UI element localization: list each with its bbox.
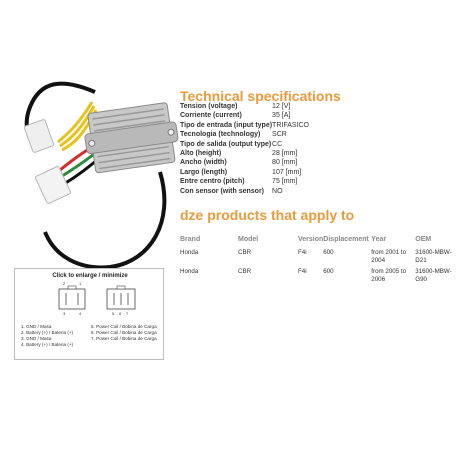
spec-value: SCR	[272, 131, 287, 139]
cell-version: F4i	[298, 268, 307, 275]
pin-label-a-top-left: 2	[63, 281, 66, 286]
cell-version: F4i	[298, 249, 307, 256]
cell-brand: Honda	[180, 268, 199, 275]
pin-label-b-mid: 6	[119, 311, 122, 316]
header-version: Version	[298, 236, 324, 243]
cell-model: CBR	[238, 249, 252, 256]
pin-label-a-bottom-left: 3	[63, 311, 66, 316]
cell-year: from 2005 to 2006	[371, 268, 407, 283]
connector-diagram[interactable]	[14, 268, 164, 360]
spec-value: 75 [mm]	[272, 178, 298, 186]
pin-label-a-bottom-right: 4	[79, 311, 82, 316]
spec-value: 80 [mm]	[272, 159, 298, 167]
applications-title: dze products that apply to	[180, 207, 355, 223]
table-row	[180, 266, 455, 285]
spec-label: Alto (height)	[180, 150, 222, 158]
cell-year: from 2001 to 2004	[371, 249, 407, 264]
spec-value: 12 [V]	[272, 103, 291, 110]
spec-value: 28 [mm]	[272, 150, 298, 158]
spec-row	[180, 102, 309, 111]
spec-row	[180, 140, 309, 149]
spec-label: Tecnologia (technology)	[180, 131, 261, 139]
spec-label: Con sensor (with sensor)	[180, 187, 265, 195]
spec-label: Corriente (current)	[180, 112, 242, 120]
cell-displacement: 600	[323, 268, 334, 275]
pin-label-a-top-right: 1	[79, 281, 82, 286]
enlarge-toggle-link[interactable]: Click to enlarge / minimize	[52, 273, 128, 279]
header-displacement: Displacement	[323, 236, 369, 243]
spec-value: 35 [A]	[272, 112, 291, 120]
pin-legend-item: 2. Battery (+) / Bateria (+)	[21, 330, 74, 335]
header-year: Year	[371, 236, 387, 243]
pin-label-b-left: 5	[112, 311, 115, 316]
pin-legend-item: 3. GND / Masa	[21, 336, 52, 341]
spec-value: TRIFASICO	[272, 121, 309, 129]
specs-title: Technical specifications	[180, 88, 341, 104]
cell-oem: 31600-MBW-D21	[415, 249, 452, 264]
spec-value: 107 [mm]	[272, 168, 302, 176]
pin-legend-right	[91, 324, 157, 342]
connector-a	[59, 289, 85, 309]
applications-table	[180, 236, 455, 285]
pin-legend-item: 1. GND / Masa	[21, 324, 52, 329]
pin-legend-item: 4. Battery (+) / Bateria (+)	[21, 342, 74, 347]
spec-value: NO	[272, 187, 283, 195]
header-model: Model	[238, 236, 259, 243]
cell-displacement: 600	[323, 249, 334, 256]
pin-legend-item: 5. Power Coil / Bobina de Carga	[91, 324, 157, 329]
pin-legend-item: 6. Power Coil / Bobina de Carga	[91, 330, 157, 335]
spec-label: Tension (voltage)	[180, 103, 238, 110]
header-oem: OEM	[415, 236, 432, 243]
pin-legend-item: 7. Power Coil / Bobina de Carga	[91, 336, 157, 341]
spec-value: CC	[272, 140, 283, 148]
table-row	[180, 247, 455, 266]
spec-row	[180, 158, 309, 167]
specs-table	[180, 102, 309, 196]
product-image	[0, 62, 180, 282]
pin-legend-left	[21, 324, 73, 348]
spec-row	[180, 187, 309, 196]
spec-label: Tipo de entrada (input type)	[180, 121, 273, 129]
spec-row	[180, 168, 309, 177]
spec-label: Largo (length)	[180, 168, 228, 176]
spec-row	[180, 149, 309, 158]
applications-header-row	[180, 236, 455, 247]
cell-model: CBR	[238, 268, 252, 275]
cell-oem: 31600-MBW-G90	[415, 268, 452, 283]
spec-label: Ancho (width)	[180, 159, 227, 167]
spec-label: Tipo de salida (output type)	[180, 140, 272, 148]
spec-label: Entre centro (pitch)	[180, 178, 245, 186]
spec-row	[180, 177, 309, 186]
header-brand: Brand	[180, 236, 201, 243]
pin-label-b-right: 7	[126, 311, 129, 316]
spec-row	[180, 121, 309, 130]
spec-row	[180, 111, 309, 120]
spec-row	[180, 130, 309, 139]
cell-brand: Honda	[180, 249, 199, 256]
